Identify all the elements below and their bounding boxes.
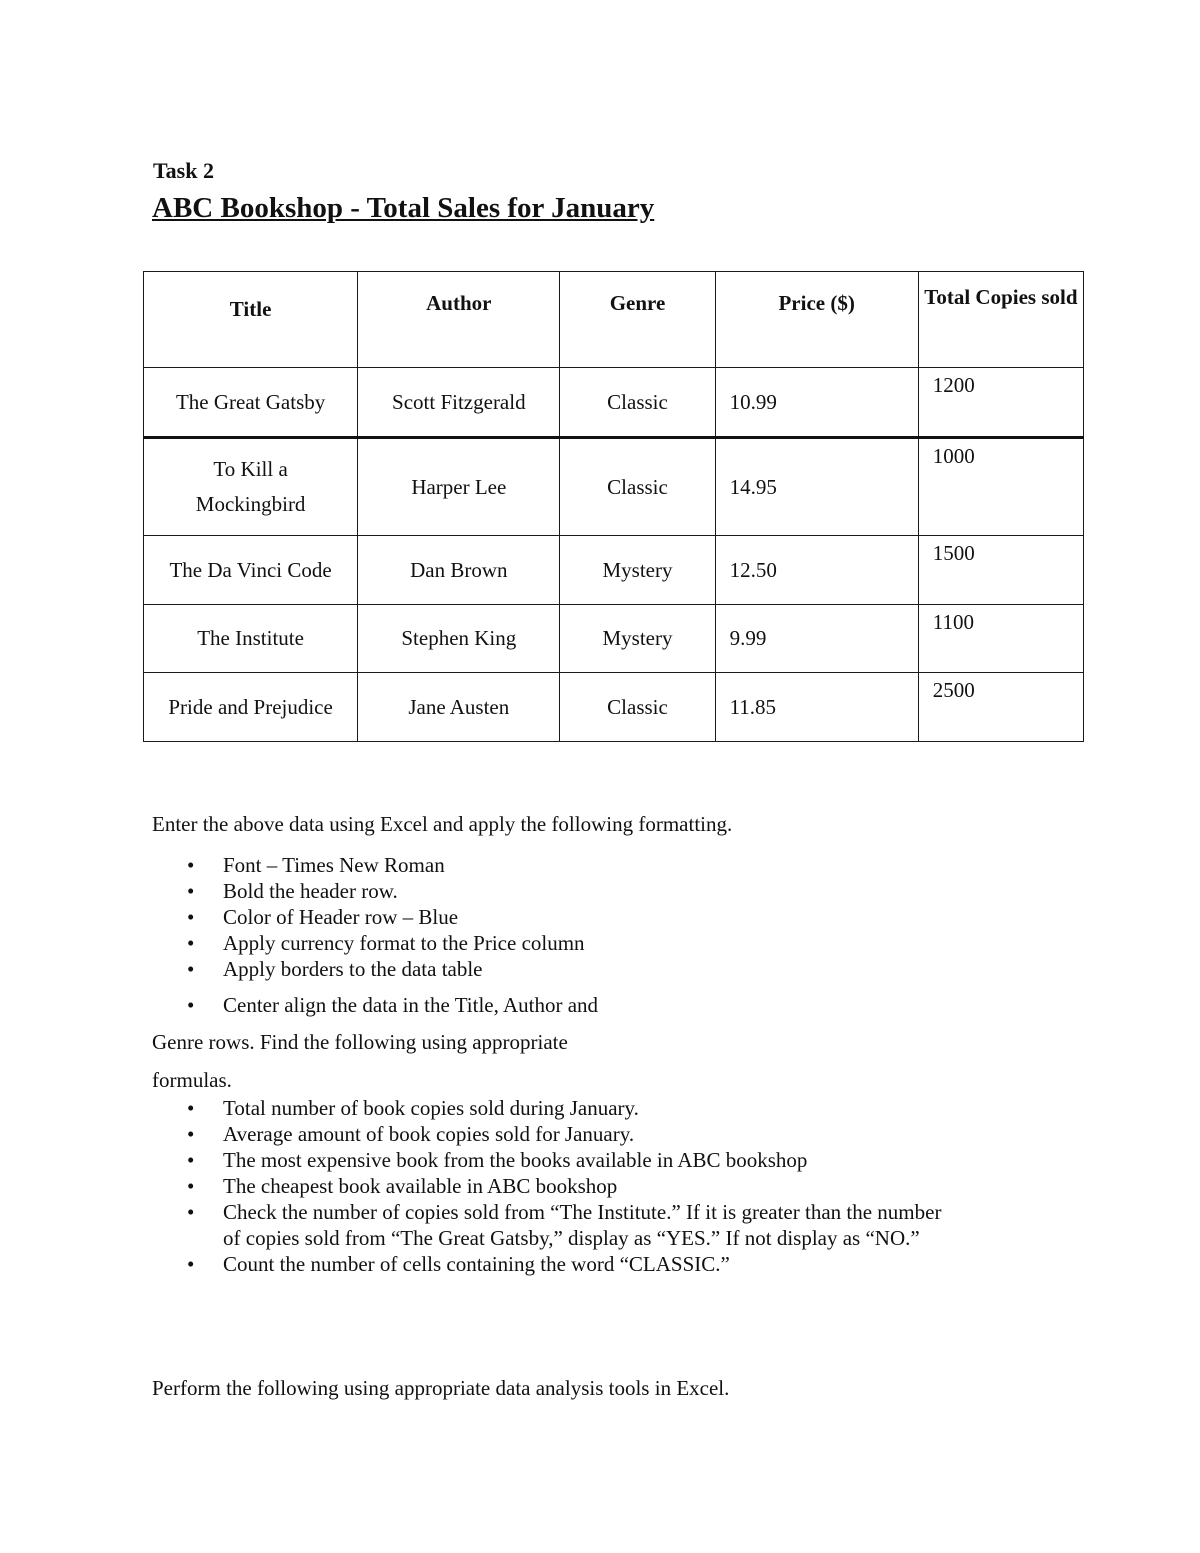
intro-paragraph: Enter the above data using Excel and apply the following formatting. [152, 812, 733, 836]
cell-author: Scott Fitzgerald [358, 368, 560, 438]
cell-title: The Institute [144, 605, 358, 673]
instruction-line: formulas. [152, 1068, 232, 1092]
cell-price: 9.99 [715, 605, 918, 673]
cell-copies: 1000 [918, 438, 1083, 536]
list-item: • The most expensive book from the books available in ABC bookshop [187, 1147, 963, 1173]
cell-title: The Da Vinci Code [144, 536, 358, 605]
cell-genre: Mystery [560, 536, 715, 605]
list-item: • Color of Header row – Blue [187, 904, 598, 930]
cell-copies: 2500 [918, 673, 1083, 742]
table-row [144, 438, 1084, 536]
cell-copies: 1500 [918, 536, 1083, 605]
cell-author: Harper Lee [358, 438, 560, 536]
table-row [144, 536, 1084, 605]
list-item: • Bold the header row. [187, 878, 598, 904]
cell-genre: Mystery [560, 605, 715, 673]
list-item: • Total number of book copies sold during January. [187, 1095, 963, 1121]
cell-copies: 1200 [918, 368, 1083, 438]
cell-price: 10.99 [715, 368, 918, 438]
cell-author: Jane Austen [358, 673, 560, 742]
cell-title: Pride and Prejudice [144, 673, 358, 742]
list-item: • Center align the data in the Title, Author and [187, 992, 598, 1018]
cell-title: The Great Gatsby [144, 368, 358, 438]
list-item: • Font – Times New Roman [187, 852, 598, 878]
cell-author: Stephen King [358, 605, 560, 673]
table-row [144, 605, 1084, 673]
header-genre: Genre [560, 272, 715, 368]
list-item: • Average amount of book copies sold for January. [187, 1121, 963, 1147]
table-row [144, 673, 1084, 742]
task-label: Task 2 [153, 158, 214, 183]
cell-price: 11.85 [715, 673, 918, 742]
cell-genre: Classic [560, 368, 715, 438]
formatting-list [187, 852, 598, 1018]
instruction-line: Genre rows. Find the following using appropriate [152, 1030, 568, 1054]
cell-copies: 1100 [918, 605, 1083, 673]
closing-paragraph: Perform the following using appropriate data analysis tools in Excel. [152, 1376, 730, 1400]
list-item: • Apply borders to the data table [187, 956, 598, 982]
list-item: • The cheapest book available in ABC bookshop [187, 1173, 963, 1199]
cell-price: 14.95 [715, 438, 918, 536]
list-item: • Count the number of cells containing the word “CLASSIC.” [187, 1251, 963, 1277]
header-copies: Total Copies sold [918, 272, 1083, 368]
cell-price: 12.50 [715, 536, 918, 605]
cell-title: To Kill a Mockingbird [144, 438, 358, 536]
sales-table [143, 271, 1084, 742]
table-row [144, 368, 1084, 438]
header-price: Price ($) [715, 272, 918, 368]
list-item: • Check the number of copies sold from “The Institute.” If it is greater than the number of copies sold from “The Great Gatsby,” display as “YES.” If not display as “NO.” [187, 1199, 963, 1251]
cell-author: Dan Brown [358, 536, 560, 605]
formula-list [187, 1095, 963, 1277]
page-title: ABC Bookshop - Total Sales for January [152, 192, 655, 224]
list-item: • Apply currency format to the Price column [187, 930, 598, 956]
cell-genre: Classic [560, 438, 715, 536]
header-author: Author [358, 272, 560, 368]
header-title: Title [144, 272, 358, 368]
cell-genre: Classic [560, 673, 715, 742]
table-header-row [144, 272, 1084, 368]
